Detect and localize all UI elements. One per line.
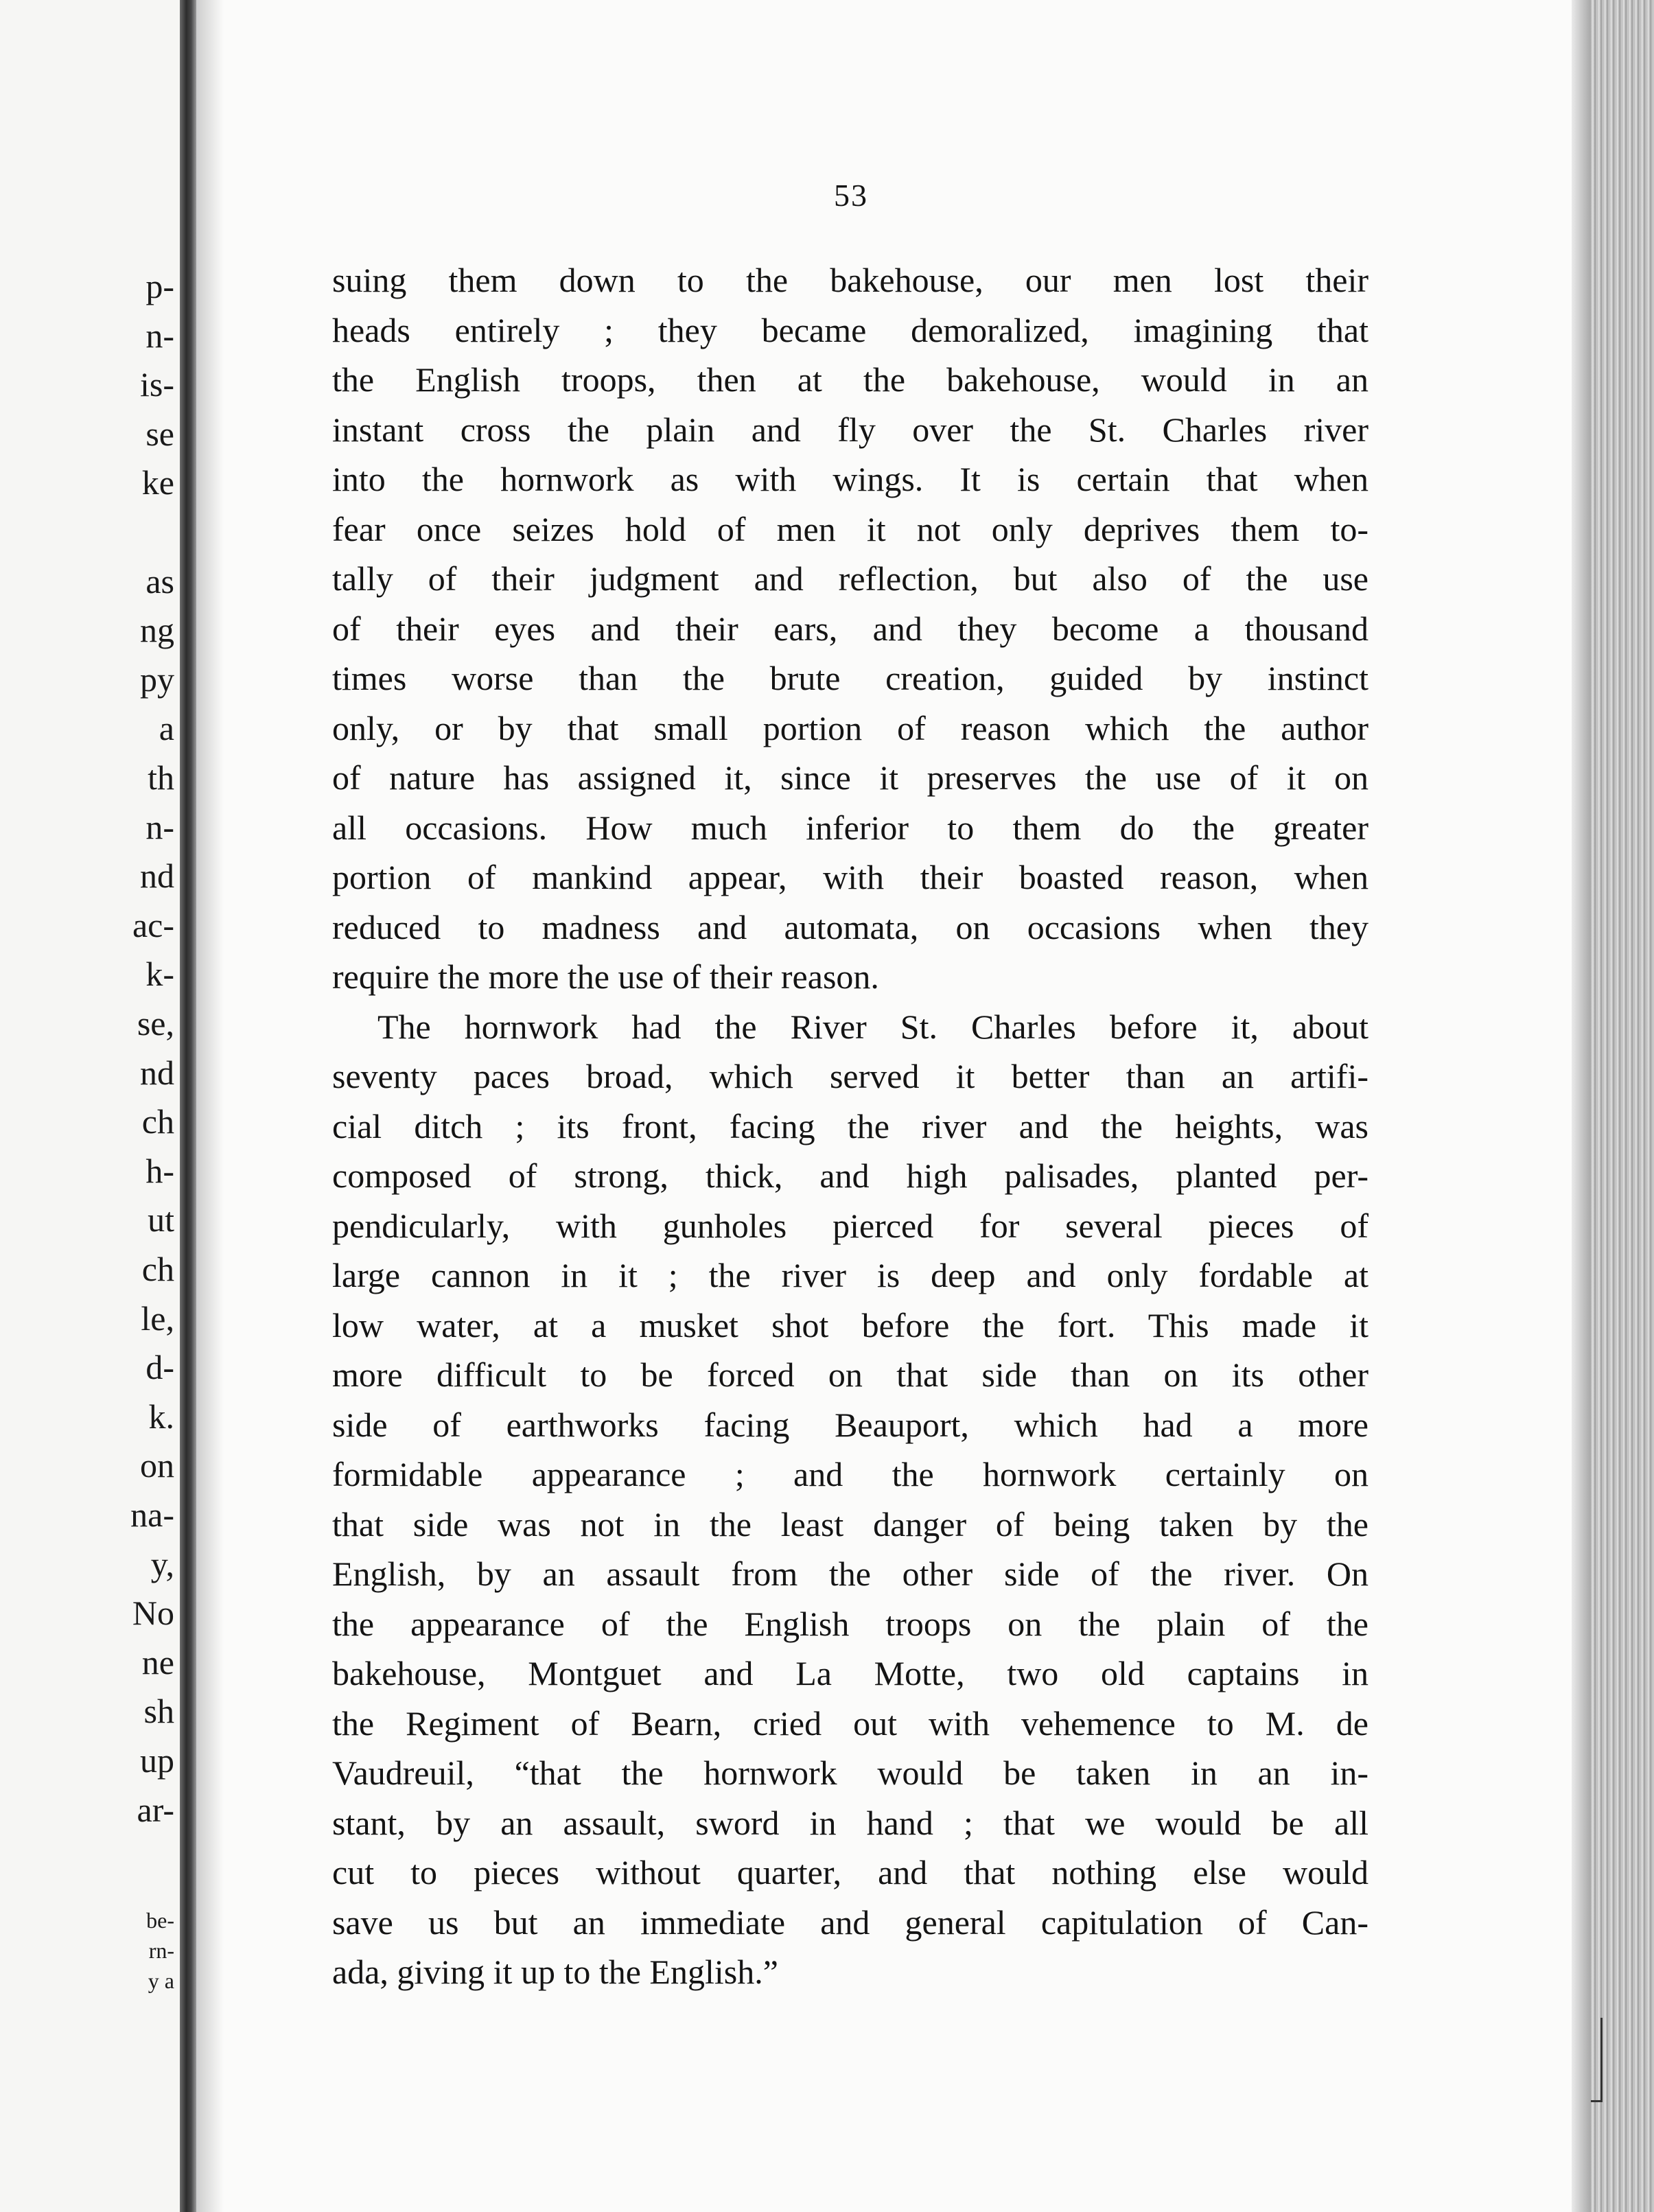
text-line: large cannon in it ; the river is deep and only fordable at: [332, 1256, 1368, 1294]
text-line: seventy paces broad, which served it better than an artifi-: [332, 1057, 1368, 1095]
text-line: tally of their judgment and reflection, but also of the use: [332, 559, 1368, 598]
left-margin-fragment: na-: [130, 1495, 174, 1534]
text-line: more difficult to be forced on that side than on its other: [332, 1355, 1368, 1394]
text-line: bakehouse, Montguet and La Motte, two old captains in: [332, 1654, 1368, 1692]
left-margin-fragment: ke: [141, 463, 174, 502]
stacked-page-edges: [1591, 0, 1654, 2212]
left-margin-fragment: ar-: [137, 1790, 174, 1829]
text-line: of nature has assigned it, since it preserves the use of it on: [332, 758, 1368, 797]
text-line: low water, at a musket shot before the fort. This made it: [332, 1305, 1368, 1344]
text-line: Vaudreuil, “that the hornwork would be taken in an in-: [332, 1754, 1368, 1792]
left-margin-fragment: nd: [140, 857, 174, 896]
text-line: English, by an assault from the other side of the river. On: [332, 1555, 1368, 1593]
left-margin-fragment: as: [145, 561, 174, 601]
text-line: of their eyes and their ears, and they become a thousand: [332, 609, 1368, 648]
left-margin-fragment: th: [148, 758, 174, 797]
left-margin-fragment: ut: [148, 1200, 174, 1239]
right-page-shadow: [1572, 0, 1591, 2212]
left-margin-fragment: y,: [150, 1544, 174, 1583]
book-gutter: [180, 0, 196, 2212]
left-margin-fragment: py: [140, 660, 174, 699]
text-line: cut to pieces without quarter, and that nothing else would: [332, 1853, 1368, 1891]
gutter-shadow: [196, 0, 224, 2212]
left-margin-fragment: up: [140, 1741, 174, 1780]
left-margin-footnote-fragment: rn-: [148, 1938, 174, 1963]
page-number: 53: [834, 178, 868, 213]
left-margin-fragment: p-: [145, 267, 174, 305]
text-line: fear once seizes hold of men it not only deprives them to-: [332, 509, 1368, 548]
left-margin-fragment: k-: [145, 955, 174, 994]
text-line: side of earthworks facing Beauport, which had a more: [332, 1405, 1368, 1444]
left-margin-fragment: on: [140, 1446, 174, 1485]
left-margin-fragment: le,: [141, 1299, 174, 1338]
text-line: all occasions. How much inferior to them do the greater: [332, 808, 1368, 847]
left-margin-fragment: d-: [145, 1348, 174, 1387]
left-facing-page-edge: [0, 0, 180, 2212]
paragraph-1: [332, 255, 1368, 1002]
left-margin-fragment: is-: [140, 365, 174, 404]
text-line: require the more the use of their reason.: [332, 957, 879, 996]
text-line: formidable appearance ; and the hornwork certainly on: [332, 1455, 1368, 1493]
left-margin-fragment: ch: [141, 1102, 174, 1141]
text-line: The hornwork had the River St. Charles before it, about: [377, 1007, 1368, 1046]
text-line: only, or by that small portion of reason which the author: [332, 708, 1368, 747]
text-line: reduced to madness and automata, on occasions when they: [332, 907, 1368, 946]
text-line: pendicularly, with gunholes pierced for several pieces of: [332, 1206, 1368, 1245]
text-line: the English troops, then at the bakehouse, would in an: [332, 360, 1368, 399]
text-line: instant cross the plain and fly over the St. Charles river: [332, 410, 1368, 449]
scan-corner-mark: [1591, 2018, 1603, 2102]
text-line: save us but an immediate and general capitulation of Can-: [332, 1902, 1368, 1942]
body-text: [332, 255, 1368, 1997]
left-margin-fragment: n-: [145, 316, 174, 355]
text-line: stant, by an assault, sword in hand ; that we would be all: [332, 1803, 1368, 1842]
paragraph-2: [332, 1002, 1368, 1997]
text-line: portion of mankind appear, with their boasted reason, when: [332, 858, 1368, 896]
left-margin-fragment: ac-: [132, 905, 174, 944]
text-line: the Regiment of Bearn, cried out with vehemence to M. de: [332, 1703, 1368, 1743]
text-line: composed of strong, thick, and high palisades, planted per-: [332, 1156, 1368, 1195]
left-margin-fragment: se: [145, 414, 174, 453]
left-margin-fragment: n-: [145, 807, 174, 846]
text-line: heads entirely ; they became demoralized, imagining that: [332, 310, 1368, 349]
left-margin-fragment: ch: [141, 1250, 174, 1288]
left-margin-fragment: sh: [143, 1692, 174, 1731]
left-margin-fragment: se,: [137, 1004, 174, 1043]
left-margin-fragment: ne: [141, 1642, 174, 1681]
text-line: times worse than the brute creation, guided by instinct: [332, 659, 1368, 697]
text-line: suing them down to the bakehouse, our men lost their: [332, 261, 1368, 299]
text-line: the appearance of the English troops on the plain of the: [332, 1604, 1368, 1643]
left-margin-footnote-fragment: be-: [146, 1908, 174, 1933]
left-margin-footnote-fragment: y a: [148, 1968, 174, 1993]
left-margin-fragment: No: [132, 1594, 174, 1633]
left-margin-fragment: a: [159, 709, 174, 748]
left-margin-fragment: ng: [140, 611, 174, 650]
text-line: ada, giving it up to the English.”: [332, 1953, 778, 1991]
left-margin-fragment: nd: [140, 1053, 174, 1092]
text-line: into the hornwork as with wings. It is certain that when: [332, 460, 1368, 498]
text-line: that side was not in the least danger of being taken by the: [332, 1504, 1368, 1544]
left-margin-fragment: h-: [145, 1151, 174, 1190]
left-margin-fragment: k.: [148, 1397, 174, 1436]
text-line: cial ditch ; its front, facing the river and the heights, was: [332, 1106, 1368, 1145]
